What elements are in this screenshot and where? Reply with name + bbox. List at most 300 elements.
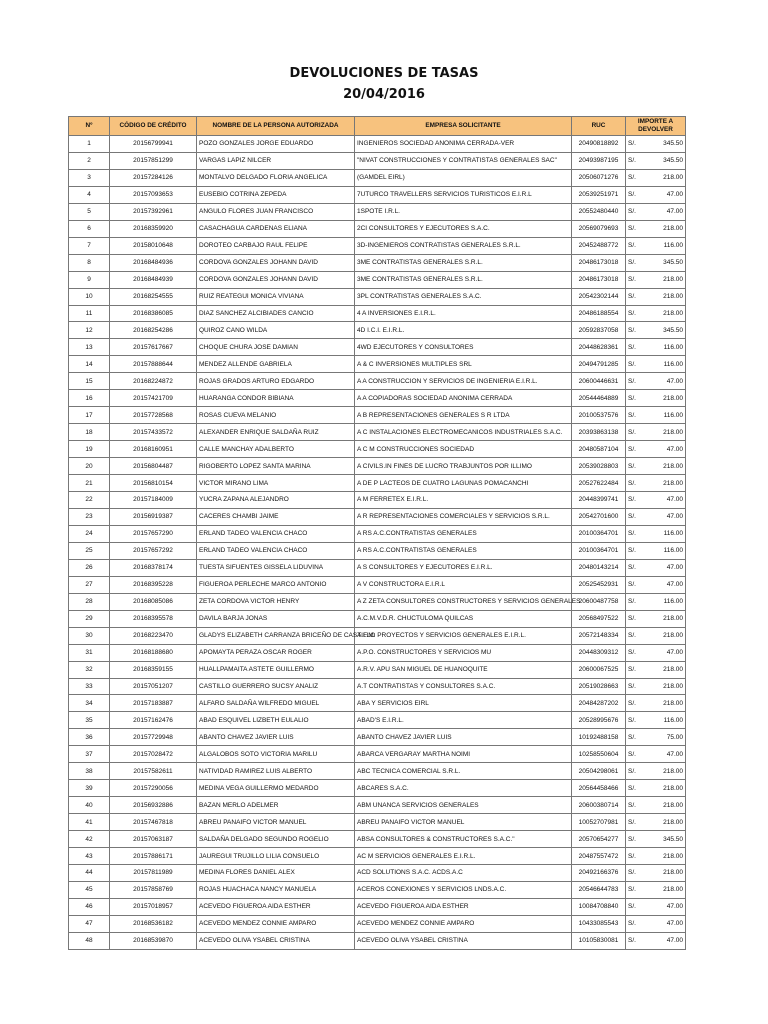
row-number: 15	[69, 373, 110, 390]
currency-symbol: S/.	[628, 462, 636, 470]
amount-value: 218.00	[663, 225, 683, 233]
currency-symbol: S/.	[628, 343, 636, 351]
table-row	[69, 763, 686, 780]
table-row	[69, 542, 686, 559]
table-row	[69, 288, 686, 305]
credit-code: 20157421709	[110, 390, 197, 407]
amount-value: 47.00	[666, 903, 683, 911]
currency-symbol: S/.	[628, 157, 636, 165]
company-name: A Z ZETA CONSULTORES CONSTRUCTORES Y SERVICIOS GENERALES	[355, 593, 572, 610]
amount-cell	[626, 407, 686, 424]
authorized-person: FIGUEROA PERLECHE MARCO ANTONIO	[197, 576, 355, 593]
authorized-person: ALEXANDER ENRIQUE SALDAÑA RUIZ	[197, 424, 355, 441]
currency-symbol: S/.	[628, 886, 636, 894]
row-number: 16	[69, 390, 110, 407]
amount-value: 218.00	[663, 767, 683, 775]
authorized-person: NATIVIDAD RAMIREZ LUIS ALBERTO	[197, 763, 355, 780]
credit-code: 20157811989	[110, 864, 197, 881]
table-row	[69, 576, 686, 593]
credit-code: 20168085086	[110, 593, 197, 610]
amount-cell	[626, 831, 686, 848]
amount-value: 116.00	[663, 598, 683, 606]
amount-cell	[626, 780, 686, 797]
authorized-person: GLADYS ELIZABETH CARRANZA BRICEÑO DE CASTILLO	[197, 627, 355, 644]
amount-value: 218.00	[663, 462, 683, 470]
credit-code: 20157028472	[110, 746, 197, 763]
company-name: ABARCA VERGARAY MARTHA NOIMI	[355, 746, 572, 763]
credit-code: 20157162476	[110, 712, 197, 729]
currency-symbol: S/.	[628, 310, 636, 317]
table-row	[69, 458, 686, 475]
row-number: 11	[69, 305, 110, 322]
currency-symbol: S/.	[628, 632, 636, 640]
credit-code: 20168188680	[110, 644, 197, 661]
currency-symbol: S/.	[628, 360, 636, 368]
row-number: 5	[69, 203, 110, 220]
company-name: A A CONSTRUCCION Y SERVICIOS DE INGENIERIA E.I.R.L.	[355, 373, 572, 390]
credit-code: 20168359920	[110, 220, 197, 237]
amount-cell	[626, 424, 686, 441]
ruc: 20506071276	[572, 169, 626, 186]
row-number: 8	[69, 254, 110, 271]
authorized-person: ABREU PANAIFO VICTOR MANUEL	[197, 814, 355, 831]
ruc: 20539028803	[572, 458, 626, 475]
authorized-person: ACEVEDO FIGUEROA AIDA ESTHER	[197, 898, 355, 915]
authorized-person: CASACHAGUA CARDENAS ELIANA	[197, 220, 355, 237]
amount-cell	[626, 373, 686, 390]
amount-cell	[626, 763, 686, 780]
credit-code: 20168386085	[110, 305, 197, 322]
company-name: ACEVEDO FIGUEROA AIDA ESTHER	[355, 898, 572, 915]
credit-code: 20168254286	[110, 322, 197, 339]
authorized-person: ABAD ESQUIVEL LIZBETH EULALIO	[197, 712, 355, 729]
ruc: 20600067525	[572, 661, 626, 678]
amount-cell	[626, 271, 686, 288]
credit-code: 20156799941	[110, 136, 197, 153]
company-name: A RS A.C.CONTRATISTAS GENERALES	[355, 525, 572, 542]
ruc: 20493987195	[572, 152, 626, 169]
row-number: 2	[69, 152, 110, 169]
header-credit-code: CÓDIGO DE CRÉDITO	[110, 117, 197, 136]
ruc: 20480143214	[572, 559, 626, 576]
table-row	[69, 237, 686, 254]
credit-code: 20168359155	[110, 661, 197, 678]
ruc: 20494791285	[572, 356, 626, 373]
amount-cell	[626, 220, 686, 237]
currency-symbol: S/.	[628, 784, 636, 792]
currency-symbol: S/.	[628, 937, 636, 945]
currency-symbol: S/.	[628, 615, 636, 623]
row-number: 17	[69, 407, 110, 424]
amount-value: 345.50	[663, 326, 683, 334]
table-header-row	[69, 117, 686, 136]
authorized-person: ZETA CORDOVA VICTOR HENRY	[197, 593, 355, 610]
row-number: 25	[69, 542, 110, 559]
table-row	[69, 932, 686, 949]
ruc: 20592837058	[572, 322, 626, 339]
table-row	[69, 356, 686, 373]
amount-cell	[626, 542, 686, 559]
currency-symbol: S/.	[628, 547, 636, 555]
header-authorized-person: NOMBRE DE LA PERSONA AUTORIZADA	[197, 117, 355, 136]
table-row	[69, 848, 686, 865]
amount-cell	[626, 203, 686, 220]
table-body	[69, 136, 686, 950]
amount-value: 218.00	[663, 869, 683, 877]
amount-value: 116.00	[663, 547, 683, 555]
credit-code: 20168378174	[110, 559, 197, 576]
currency-symbol: S/.	[628, 649, 636, 657]
amount-cell	[626, 322, 686, 339]
row-number: 42	[69, 831, 110, 848]
amount-cell	[626, 644, 686, 661]
ruc: 10433085543	[572, 915, 626, 932]
table-row	[69, 898, 686, 915]
table-row	[69, 831, 686, 848]
row-number: 29	[69, 610, 110, 627]
company-name: ABC TECNICA COMERCIAL S.R.L.	[355, 763, 572, 780]
amount-cell	[626, 814, 686, 831]
table-row	[69, 508, 686, 525]
company-name: 1SPOTE I.R.L.	[355, 203, 572, 220]
amount-value: 218.00	[663, 801, 683, 809]
credit-code: 20157851299	[110, 152, 197, 169]
currency-symbol: S/.	[628, 869, 636, 877]
authorized-person: ABANTO CHAVEZ JAVIER LUIS	[197, 729, 355, 746]
currency-symbol: S/.	[628, 699, 636, 707]
amount-value: 218.00	[663, 293, 683, 301]
table-row	[69, 559, 686, 576]
ruc: 20490818892	[572, 136, 626, 153]
ruc: 20492166376	[572, 864, 626, 881]
amount-cell	[626, 559, 686, 576]
row-number: 36	[69, 729, 110, 746]
currency-symbol: S/.	[628, 801, 636, 809]
authorized-person: ERLAND TADEO VALENCIA CHACO	[197, 542, 355, 559]
amount-value: 116.00	[663, 360, 683, 368]
row-number: 40	[69, 797, 110, 814]
currency-symbol: S/.	[628, 581, 636, 589]
amount-value: 47.00	[666, 445, 683, 453]
company-name: A CIVILS.IN FINES DE LUCRO TRABJUNTOS POR ILLIMO	[355, 458, 572, 475]
currency-symbol: S/.	[628, 394, 636, 402]
ruc: 20600446631	[572, 373, 626, 390]
row-number: 31	[69, 644, 110, 661]
row-number: 14	[69, 356, 110, 373]
currency-symbol: S/.	[628, 208, 636, 216]
amount-cell	[626, 729, 686, 746]
authorized-person: QUIROZ CANO WILDA	[197, 322, 355, 339]
currency-symbol: S/.	[628, 479, 636, 487]
row-number: 41	[69, 814, 110, 831]
amount-cell	[626, 458, 686, 475]
amount-cell	[626, 881, 686, 898]
table-row	[69, 407, 686, 424]
currency-symbol: S/.	[628, 377, 636, 385]
authorized-person: EUSEBIO COTRINA ZEPEDA	[197, 186, 355, 203]
amount-cell	[626, 661, 686, 678]
row-number: 13	[69, 339, 110, 356]
company-name: A S CONSULTORES Y EJECUTORES E.I.R.L.	[355, 559, 572, 576]
credit-code: 20157657292	[110, 542, 197, 559]
amount-cell	[626, 678, 686, 695]
ruc: 20100537576	[572, 407, 626, 424]
company-name: "NIVAT CONSTRUCCIONES Y CONTRATISTAS GENERALES SAC"	[355, 152, 572, 169]
ruc: 20448628361	[572, 339, 626, 356]
ruc: 10192488158	[572, 729, 626, 746]
amount-value: 218.00	[663, 666, 683, 674]
company-name: A.T CONTRATISTAS Y CONSULTORES S.A.C.	[355, 678, 572, 695]
table-row	[69, 136, 686, 153]
credit-code: 20157729948	[110, 729, 197, 746]
amount-value: 345.50	[663, 835, 683, 843]
company-name: ACD SOLUTIONS S.A.C. ACDS.A.C	[355, 864, 572, 881]
authorized-person: ALGALOBOS SOTO VICTORIA MARILU	[197, 746, 355, 763]
ruc: 20542701600	[572, 508, 626, 525]
currency-symbol: S/.	[628, 293, 636, 301]
company-name: ACEVEDO MENDEZ CONNIE AMPARO	[355, 915, 572, 932]
ruc: 20539251971	[572, 186, 626, 203]
amount-cell	[626, 475, 686, 492]
table-row	[69, 797, 686, 814]
table-row	[69, 593, 686, 610]
table-row	[69, 475, 686, 492]
company-name: A & C INVERSIONES MULTIPLES SRL	[355, 356, 572, 373]
amount-value: 47.00	[666, 649, 683, 657]
credit-code: 20157888644	[110, 356, 197, 373]
authorized-person: CORDOVA GONZALES JOHANN DAVID	[197, 254, 355, 271]
currency-symbol: S/.	[628, 242, 636, 250]
row-number: 12	[69, 322, 110, 339]
amount-cell	[626, 610, 686, 627]
company-name: 4D I.C.I. E.I.R.L.	[355, 322, 572, 339]
amount-cell	[626, 746, 686, 763]
company-name: 3ME CONTRATISTAS GENERALES S.R.L.	[355, 271, 572, 288]
ruc: 20544464889	[572, 390, 626, 407]
header-ruc: RUC	[572, 117, 626, 136]
ruc: 20448309312	[572, 644, 626, 661]
row-number: 7	[69, 237, 110, 254]
credit-code: 20168395228	[110, 576, 197, 593]
row-number: 39	[69, 780, 110, 797]
credit-code: 20168254555	[110, 288, 197, 305]
row-number: 48	[69, 932, 110, 949]
table-row	[69, 780, 686, 797]
authorized-person: BAZAN MERLO ADELMER	[197, 797, 355, 814]
amount-value: 218.00	[663, 818, 683, 826]
ruc: 20452488772	[572, 237, 626, 254]
ruc: 20569079693	[572, 220, 626, 237]
row-number: 19	[69, 441, 110, 458]
table-row	[69, 390, 686, 407]
amount-cell	[626, 593, 686, 610]
authorized-person: HUARANGA CONDOR BIBIANA	[197, 390, 355, 407]
table-row	[69, 373, 686, 390]
currency-symbol: S/.	[628, 445, 636, 453]
authorized-person: CACERES CHAMBI JAIME	[197, 508, 355, 525]
row-number: 24	[69, 525, 110, 542]
credit-code: 20157063187	[110, 831, 197, 848]
amount-value: 218.00	[663, 699, 683, 707]
company-name: A.P.O. CONSTRUCTORES Y SERVICIOS MU	[355, 644, 572, 661]
company-name: 3PL CONTRATISTAS GENERALES S.A.C.	[355, 288, 572, 305]
table-row	[69, 695, 686, 712]
company-name: 4WD EJECUTORES Y CONSULTORES	[355, 339, 572, 356]
table-row	[69, 441, 686, 458]
table-row	[69, 186, 686, 203]
currency-symbol: S/.	[628, 716, 636, 724]
company-name: A.R.V. APU SAN MIGUEL DE HUANOQUITE	[355, 661, 572, 678]
amount-cell	[626, 797, 686, 814]
currency-symbol: S/.	[628, 818, 636, 826]
amount-cell	[626, 508, 686, 525]
amount-value: 47.00	[666, 564, 683, 572]
authorized-person: JAUREGUI TRUJILLO LILIA CONSUELO	[197, 848, 355, 865]
amount-cell	[626, 525, 686, 542]
amount-value: 218.00	[663, 479, 683, 487]
amount-value: 47.00	[666, 191, 683, 199]
row-number: 33	[69, 678, 110, 695]
amount-cell	[626, 152, 686, 169]
table-row	[69, 729, 686, 746]
row-number: 22	[69, 492, 110, 509]
ruc: 20486173018	[572, 271, 626, 288]
row-number: 47	[69, 915, 110, 932]
row-number: 18	[69, 424, 110, 441]
ruc: 20528995676	[572, 712, 626, 729]
table-row	[69, 678, 686, 695]
amount-value: 116.00	[663, 530, 683, 538]
row-number: 44	[69, 864, 110, 881]
authorized-person: ROSAS CUEVA MELANIO	[197, 407, 355, 424]
company-name: ABM UNANCA SERVICIOS GENERALES	[355, 797, 572, 814]
row-number: 34	[69, 695, 110, 712]
row-number: 3	[69, 169, 110, 186]
table-row	[69, 424, 686, 441]
credit-code: 20157093653	[110, 186, 197, 203]
company-name: A A COPIADORAS SOCIEDAD ANONIMA CERRADA	[355, 390, 572, 407]
currency-symbol: S/.	[628, 225, 636, 233]
amount-cell	[626, 492, 686, 509]
amount-cell	[626, 305, 686, 322]
authorized-person: VARGAS LAPIZ NILCER	[197, 152, 355, 169]
company-name: INGENIEROS SOCIEDAD ANONIMA CERRADA-VER	[355, 136, 572, 153]
row-number: 4	[69, 186, 110, 203]
amount-cell	[626, 932, 686, 949]
refunds-table	[68, 116, 686, 950]
amount-cell	[626, 288, 686, 305]
authorized-person: ALFARO SALDAÑA WILFREDO MIGUEL	[197, 695, 355, 712]
amount-cell	[626, 864, 686, 881]
authorized-person: DOROTEO CARBAJO RAUL FELIPE	[197, 237, 355, 254]
company-name: 3ME CONTRATISTAS GENERALES S.R.L.	[355, 254, 572, 271]
credit-code: 20158010648	[110, 237, 197, 254]
authorized-person: CHOQUE CHURA JOSE DAMIAN	[197, 339, 355, 356]
ruc: 10052707981	[572, 814, 626, 831]
authorized-person: CALLE MANCHAY ADALBERTO	[197, 441, 355, 458]
header-company: EMPRESA SOLICITANTE	[355, 117, 572, 136]
table-row	[69, 339, 686, 356]
amount-value: 218.00	[663, 632, 683, 640]
row-number: 46	[69, 898, 110, 915]
credit-code: 20168484939	[110, 271, 197, 288]
table-row	[69, 661, 686, 678]
amount-cell	[626, 339, 686, 356]
row-number: 1	[69, 136, 110, 153]
credit-code: 20168395578	[110, 610, 197, 627]
amount-cell	[626, 915, 686, 932]
ruc: 20519028663	[572, 678, 626, 695]
amount-value: 218.00	[663, 174, 683, 182]
amount-value: 218.00	[663, 394, 683, 402]
amount-cell	[626, 576, 686, 593]
amount-value: 345.50	[663, 259, 683, 267]
amount-value: 218.00	[663, 886, 683, 894]
currency-symbol: S/.	[628, 513, 636, 521]
currency-symbol: S/.	[628, 750, 636, 758]
ruc: 20564458466	[572, 780, 626, 797]
currency-symbol: S/.	[628, 259, 636, 267]
company-name: 7UTURCO TRAVELLERS SERVICIOS TURISTICOS E.I.R.L	[355, 186, 572, 203]
currency-symbol: S/.	[628, 191, 636, 199]
credit-code: 20157433572	[110, 424, 197, 441]
authorized-person: SALDAÑA DELGADO SEGUNDO ROGELIO	[197, 831, 355, 848]
company-name: A B REPRESENTACIONES GENERALES S R LTDA	[355, 407, 572, 424]
ruc: 20552480440	[572, 203, 626, 220]
company-name: ABREU PANAIFO VICTOR MANUEL	[355, 814, 572, 831]
amount-value: 47.00	[666, 377, 683, 385]
credit-code: 20168536182	[110, 915, 197, 932]
amount-value: 218.00	[663, 276, 683, 284]
ruc: 20448399741	[572, 492, 626, 509]
currency-symbol: S/.	[628, 903, 636, 911]
currency-symbol: S/.	[628, 666, 636, 674]
credit-code: 20168484936	[110, 254, 197, 271]
authorized-person: MEDINA VEGA GUILLERMO MEDARDO	[197, 780, 355, 797]
currency-symbol: S/.	[628, 564, 636, 572]
company-name: ACEVEDO OLIVA YSABEL CRISTINA	[355, 932, 572, 949]
currency-symbol: S/.	[628, 920, 636, 928]
amount-value: 116.00	[663, 716, 683, 724]
credit-code: 20157582611	[110, 763, 197, 780]
credit-code: 20157858769	[110, 881, 197, 898]
currency-symbol: S/.	[628, 733, 636, 741]
amount-value: 345.50	[663, 157, 683, 165]
credit-code: 20157051207	[110, 678, 197, 695]
table-row	[69, 220, 686, 237]
company-name: ABCARES S.A.C.	[355, 780, 572, 797]
authorized-person: ERLAND TADEO VALENCIA CHACO	[197, 525, 355, 542]
company-name: AC M SERVICIOS GENERALES E.I.R.L.	[355, 848, 572, 865]
authorized-person: ROJAS GRADOS ARTURO EDGARDO	[197, 373, 355, 390]
ruc: 20542302144	[572, 288, 626, 305]
authorized-person: POZO GONZALES JORGE EDUARDO	[197, 136, 355, 153]
ruc: 20480587104	[572, 441, 626, 458]
table-row	[69, 152, 686, 169]
authorized-person: MENDEZ ALLENDE GABRIELA	[197, 356, 355, 373]
authorized-person: RIGOBERTO LOPEZ SANTA MARINA	[197, 458, 355, 475]
row-number: 27	[69, 576, 110, 593]
company-name: 2CI CONSULTORES Y EJECUTORES S.A.C.	[355, 220, 572, 237]
document-title: DEVOLUCIONES DE TASAS	[289, 66, 479, 81]
credit-code: 20157183887	[110, 695, 197, 712]
authorized-person: VICTOR MIRANO LIMA	[197, 475, 355, 492]
credit-code: 20157184009	[110, 492, 197, 509]
amount-value: 47.00	[666, 581, 683, 589]
row-number: 9	[69, 271, 110, 288]
ruc: 20570654277	[572, 831, 626, 848]
amount-cell	[626, 441, 686, 458]
